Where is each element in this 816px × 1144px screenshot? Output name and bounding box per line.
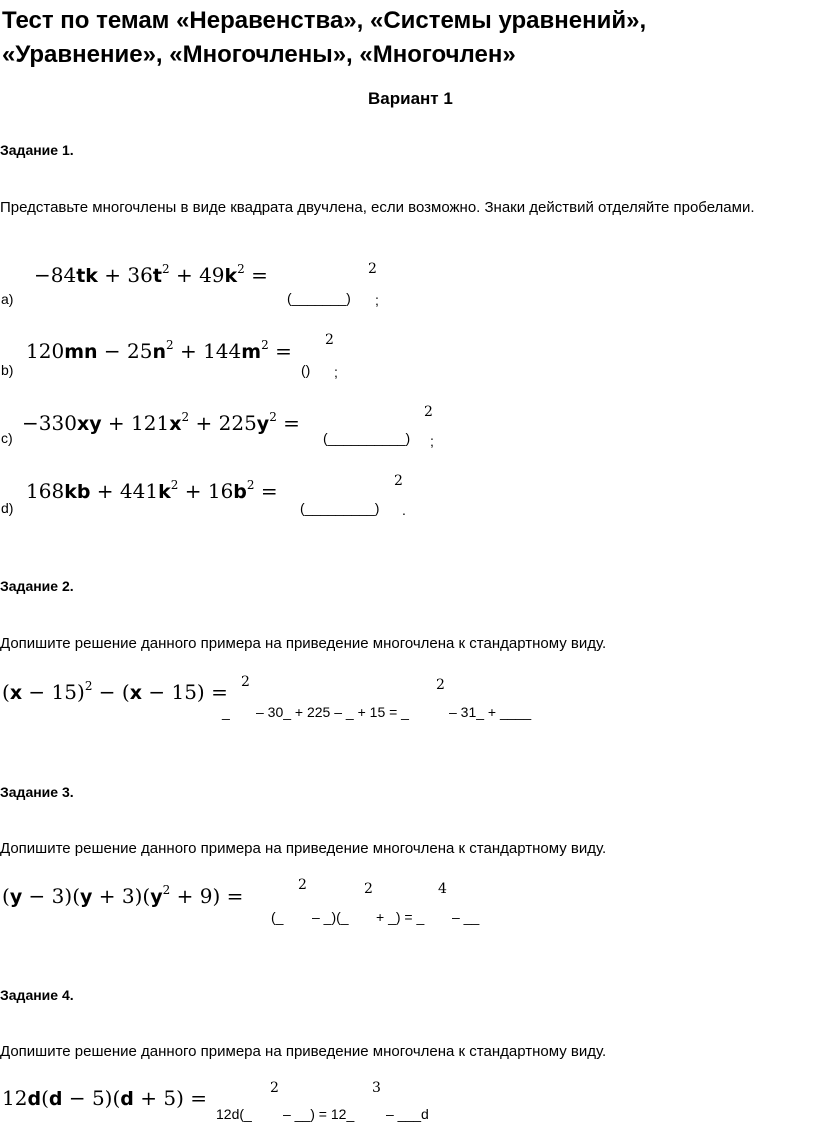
page-title-line-1: Тест по темам «Неравенства», «Системы уравнений», — [2, 7, 647, 34]
item-c-label: c) — [1, 430, 13, 446]
variant-heading: Вариант 1 — [368, 89, 453, 108]
task-4-power-1: 2 — [270, 1080, 279, 1096]
task-2-answer-part-2[interactable]: – 31_ + ____ — [449, 704, 532, 720]
item-c-expression: $-330xy + 121x^2 + 225y^2$ = — [22, 410, 300, 435]
task-3-power-2: 2 — [364, 881, 373, 897]
item-b-label: b) — [1, 362, 14, 378]
item-d-answer-field[interactable]: (_________) — [300, 500, 380, 516]
task-2-expression: $(x - 15)^2 - (x - 15)$ = — [2, 679, 228, 704]
item-a-answer-field[interactable]: (_______) — [287, 290, 351, 306]
item-b-answer-field[interactable]: () — [301, 362, 311, 378]
task-2-heading: Задание 2. — [0, 578, 74, 594]
task-4-heading: Задание 4. — [0, 987, 74, 1003]
item-d-expression: $168kb + 441k^2 + 16b^2$ = — [26, 478, 278, 503]
task-3-power-1: 2 — [298, 877, 307, 893]
task-3-answer-part-3[interactable]: + _) = _ — [376, 909, 425, 925]
page-title-line-2: «Уравнение», «Многочлены», «Многочлен» — [2, 41, 516, 68]
task-4-instruction: Допишите решение данного примера на приведение многочлена к стандартному виду. — [0, 1043, 607, 1060]
task-3-answer-part-4[interactable]: – __ — [452, 909, 480, 925]
task-4-answer-part-3[interactable]: – ___d — [386, 1106, 429, 1122]
item-a-power: 2 — [368, 261, 377, 277]
task-4-power-2: 3 — [372, 1080, 381, 1096]
task-4-expression: 12d(d − 5)(d + 5) = — [2, 1086, 208, 1110]
task-2-power-2: 2 — [436, 677, 445, 693]
task-3-heading: Задание 3. — [0, 784, 74, 800]
task-4-answer-part-2[interactable]: – __) = 12_ — [283, 1106, 355, 1122]
item-c-end: ; — [430, 433, 434, 449]
item-d-label: d) — [1, 500, 14, 516]
item-d-end: . — [402, 502, 406, 518]
item-c-power: 2 — [424, 404, 433, 420]
task-4-answer-part-1[interactable]: 12d(_ — [216, 1106, 252, 1122]
item-b-power: 2 — [325, 332, 334, 348]
task-2-instruction: Допишите решение данного примера на приведение многочлена к стандартному виду. — [0, 635, 607, 652]
task-3-answer-part-2[interactable]: – _)(_ — [312, 909, 349, 925]
task-1-instruction: Представьте многочлены в виде квадрата двучлена, если возможно. Знаки действий отделяйте пробелами. — [0, 199, 755, 216]
item-b-expression: $120mn - 25n^2 + 144m^2$ = — [26, 338, 292, 363]
task-2-power-1: 2 — [241, 674, 250, 690]
item-b-end: ; — [334, 364, 338, 380]
task-3-expression: $(y - 3)(y + 3)(y^2 + 9)$ = — [2, 883, 244, 908]
task-3-power-3: 4 — [438, 881, 447, 897]
item-d-power: 2 — [394, 473, 403, 489]
item-a-expression: $-84tk + 36t^2 + 49k^2$ = — [34, 262, 268, 287]
task-2-answer-part-1[interactable]: – 30_ + 225 – _ + 15 = _ — [256, 704, 409, 720]
task-2-answer-blank-1[interactable]: _ — [222, 704, 230, 720]
task-1-heading: Задание 1. — [0, 142, 74, 158]
task-3-answer-part-1[interactable]: (_ — [271, 909, 284, 925]
task-3-instruction: Допишите решение данного примера на приведение многочлена к стандартному виду. — [0, 840, 607, 857]
item-c-answer-field[interactable]: (__________) — [323, 430, 411, 446]
item-a-end: ; — [375, 292, 379, 308]
item-a-label: a) — [1, 291, 14, 307]
